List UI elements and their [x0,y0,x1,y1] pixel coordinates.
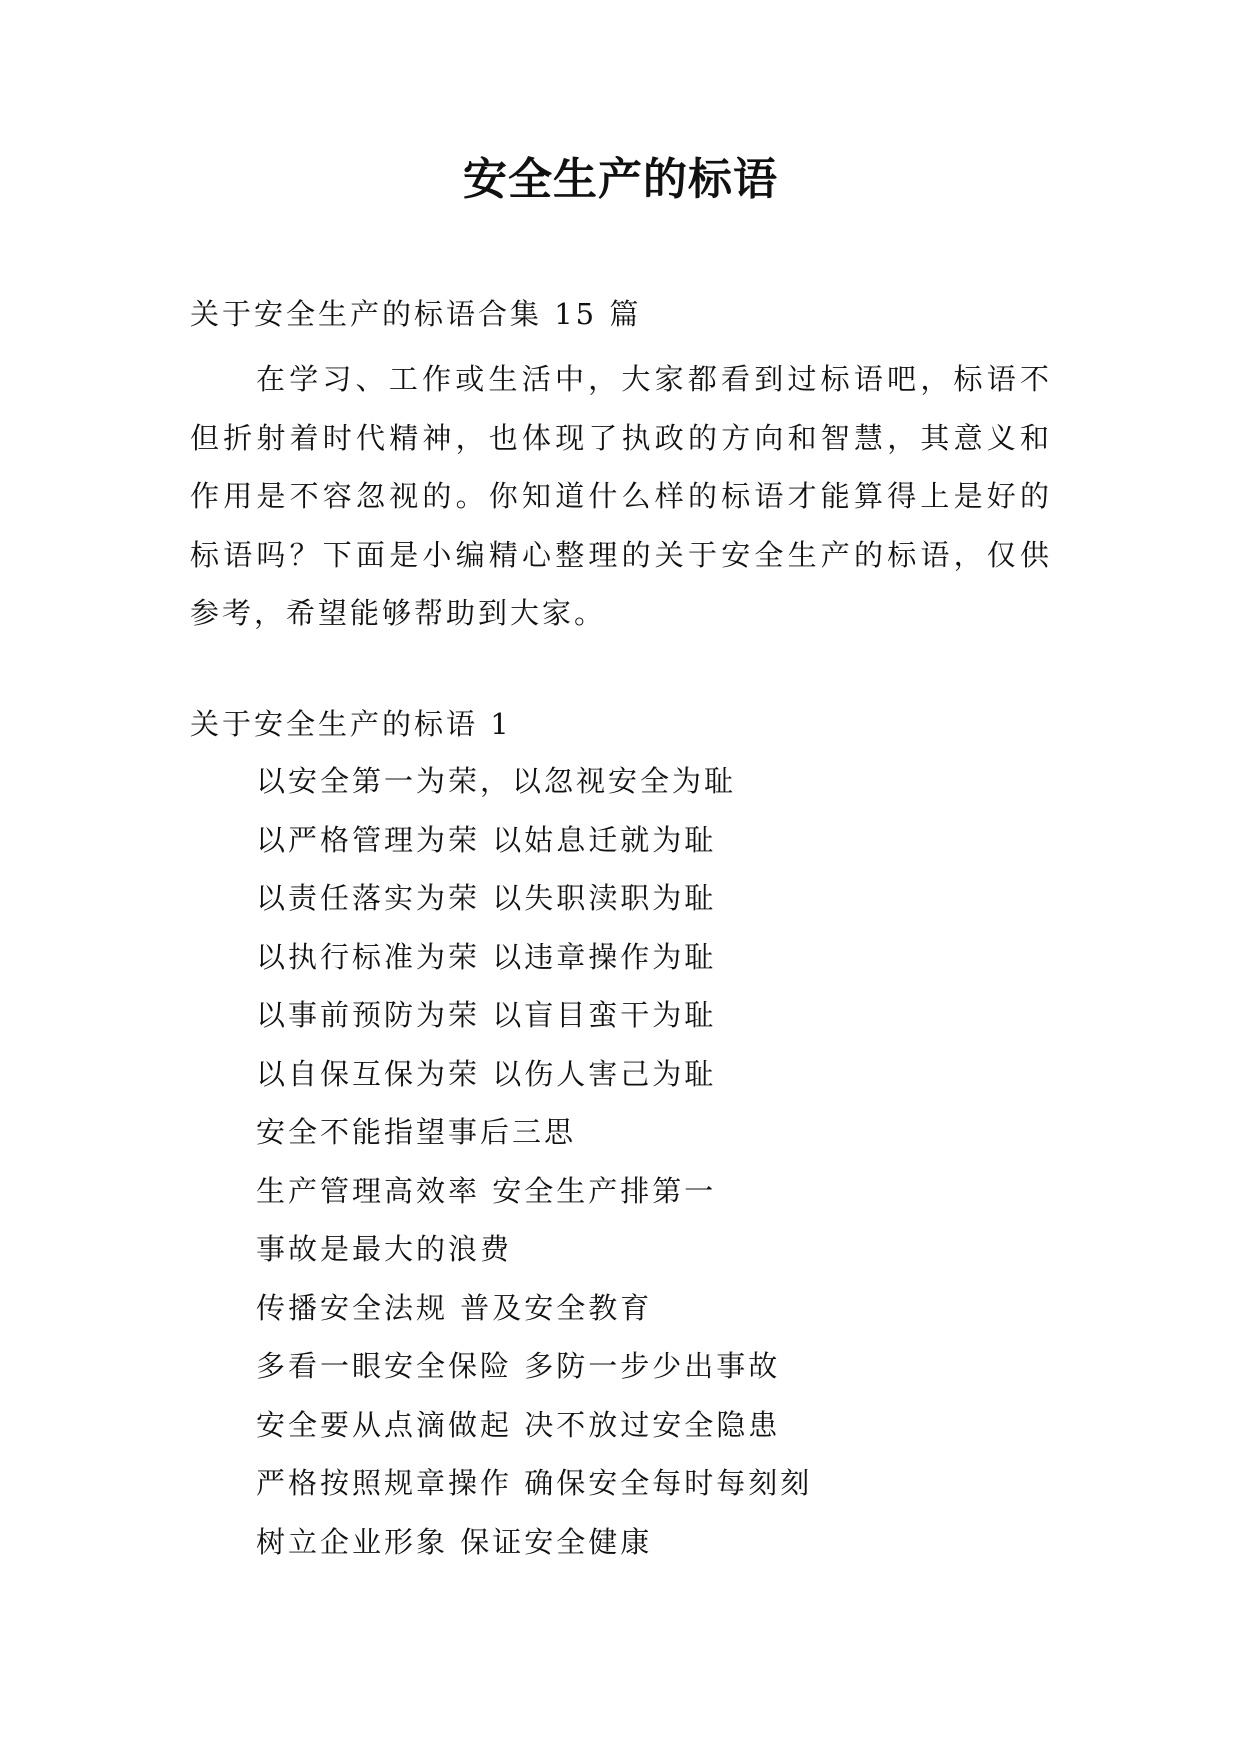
intro-paragraph: 在学习、工作或生活中，大家都看到过标语吧，标语不但折射着时代精神，也体现了执政的方向和智慧，其意义和作用是不容忽视的。你知道什么样的标语才能算得上是好的标语吗？下面是小编精心整理的关于安全生产的标语，仅供参考，希望能够帮助到大家。 [190,362,1052,630]
slogan-item: 多看一眼安全保险 多防一步少出事故 [256,1349,781,1383]
slogan-item: 以执行标准为荣 以违章操作为耻 [256,939,717,974]
slogan-item: 严格按照规章操作 确保安全每时每刻刻 [256,1466,813,1500]
slogan-item: 以自保互保为荣 以伤人害己为耻 [256,1056,717,1091]
document-title: 安全生产的标语 [463,154,778,205]
slogan-item: 树立企业形象 保证安全健康 [256,1524,653,1559]
slogan-item: 传播安全法规 普及安全教育 [256,1290,653,1325]
slogan-item: 事故是最大的浪费 [256,1232,513,1266]
slogan-item: 生产管理高效率 安全生产排第一 [256,1173,717,1208]
slogan-item: 安全要从点滴做起 决不放过安全隐患 [256,1407,781,1442]
slogan-item: 安全不能指望事后三思 [256,1115,577,1149]
slogan-item: 以责任落实为荣 以失职渎职为耻 [256,881,717,915]
slogan-item: 以严格管理为荣 以姑息迁就为耻 [256,822,717,857]
slogan-item: 以安全第一为荣，以忽视安全为耻 [256,764,737,798]
slogan-item: 以事前预防为荣 以盲目蛮干为耻 [256,998,717,1032]
collection-subtitle: 关于安全生产的标语合集 15 篇 [190,297,642,331]
section-heading: 关于安全生产的标语 1 [190,707,512,741]
slogan-list [256,752,1056,1571]
